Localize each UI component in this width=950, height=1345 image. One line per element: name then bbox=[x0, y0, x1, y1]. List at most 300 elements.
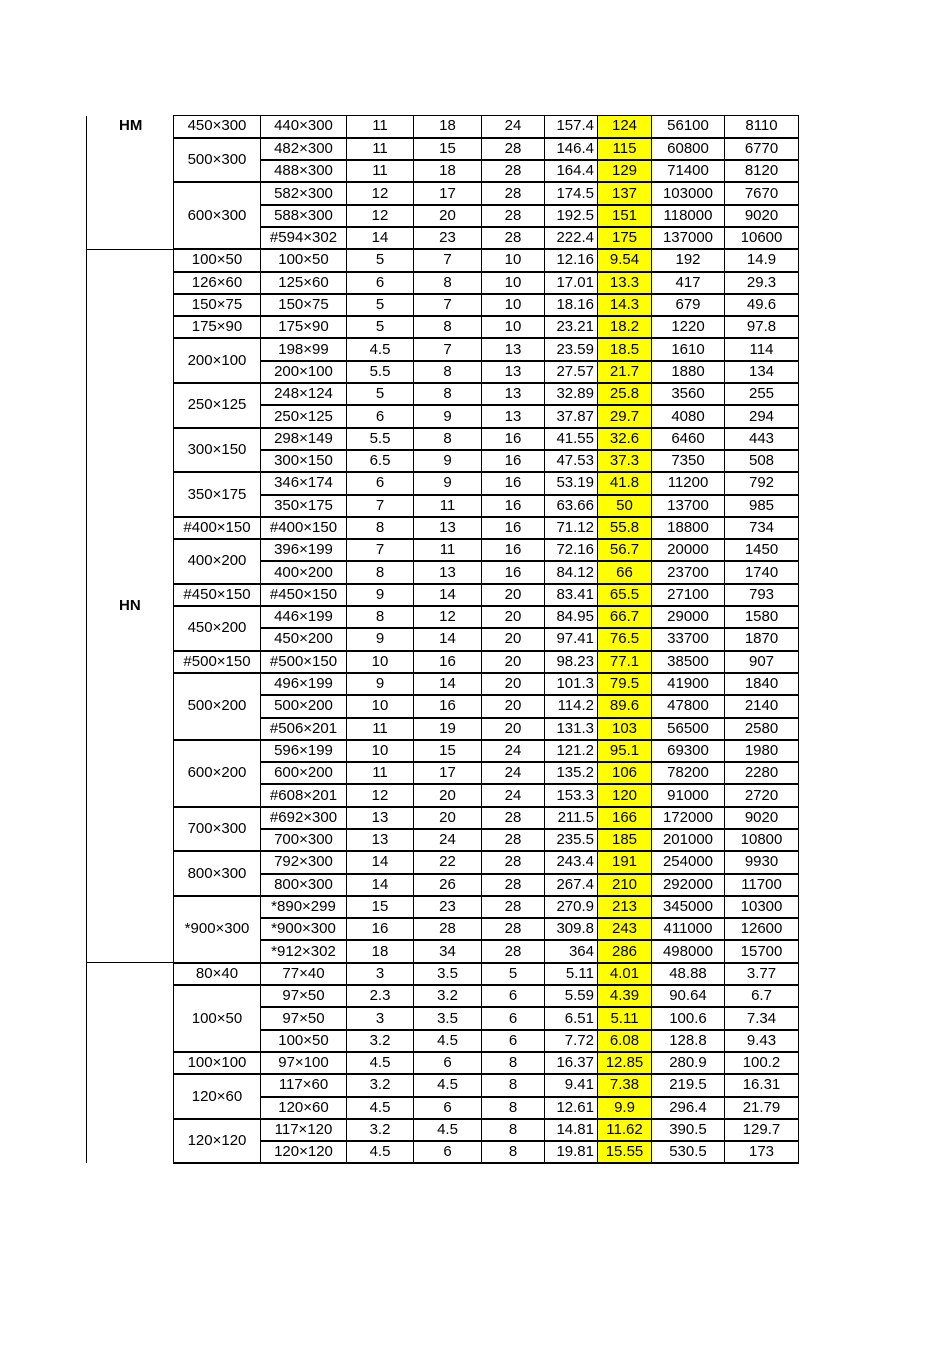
table-row bbox=[87, 517, 799, 539]
ix-cell: 69300 bbox=[652, 740, 725, 762]
flange-thickness-cell: 34 bbox=[414, 940, 482, 962]
ix-cell: 390.5 bbox=[652, 1119, 725, 1141]
radius-cell: 28 bbox=[482, 182, 545, 204]
area-cell: 235.5 bbox=[545, 829, 598, 851]
flange-thickness-cell: 6 bbox=[414, 1052, 482, 1074]
unit-weight-cell: 124 bbox=[598, 116, 652, 138]
ix-cell: 60800 bbox=[652, 138, 725, 160]
unit-weight-cell: 66 bbox=[598, 561, 652, 583]
radius-cell: 13 bbox=[482, 405, 545, 427]
flange-thickness-cell: 15 bbox=[414, 138, 482, 160]
flange-thickness-cell: 8 bbox=[414, 428, 482, 450]
web-thickness-cell: 6 bbox=[347, 405, 414, 427]
web-thickness-cell: 6.5 bbox=[347, 450, 414, 472]
area-cell: 174.5 bbox=[545, 182, 598, 204]
unit-weight-cell: 79.5 bbox=[598, 673, 652, 695]
flange-thickness-cell: 9 bbox=[414, 472, 482, 494]
iy-cell: 10800 bbox=[725, 829, 799, 851]
section-size-cell: 175×90 bbox=[261, 316, 347, 338]
iy-cell: 793 bbox=[725, 584, 799, 606]
web-thickness-cell: 11 bbox=[347, 116, 414, 138]
iy-cell: 9020 bbox=[725, 807, 799, 829]
radius-cell: 16 bbox=[482, 450, 545, 472]
ix-cell: 128.8 bbox=[652, 1030, 725, 1052]
web-thickness-cell: 18 bbox=[347, 940, 414, 962]
flange-thickness-cell: 9 bbox=[414, 405, 482, 427]
iy-cell: 9930 bbox=[725, 851, 799, 873]
area-cell: 309.8 bbox=[545, 918, 598, 940]
area-cell: 37.87 bbox=[545, 405, 598, 427]
unit-weight-cell: 210 bbox=[598, 874, 652, 896]
ix-cell: 417 bbox=[652, 272, 725, 294]
flange-thickness-cell: 17 bbox=[414, 762, 482, 784]
flange-thickness-cell: 7 bbox=[414, 338, 482, 360]
radius-cell: 20 bbox=[482, 673, 545, 695]
section-size-cell: #692×300 bbox=[261, 807, 347, 829]
flange-thickness-cell: 8 bbox=[414, 272, 482, 294]
radius-cell: 28 bbox=[482, 874, 545, 896]
radius-cell: 6 bbox=[482, 1007, 545, 1029]
iy-cell: 3.77 bbox=[725, 963, 799, 985]
web-thickness-cell: 11 bbox=[347, 762, 414, 784]
area-cell: 18.16 bbox=[545, 294, 598, 316]
table-row bbox=[87, 985, 799, 1007]
table-row bbox=[87, 651, 799, 673]
flange-thickness-cell: 19 bbox=[414, 718, 482, 740]
iy-cell: 1740 bbox=[725, 561, 799, 583]
flange-thickness-cell: 15 bbox=[414, 740, 482, 762]
web-thickness-cell: 2.3 bbox=[347, 985, 414, 1007]
nominal-size-cell: 700×300 bbox=[174, 807, 261, 852]
web-thickness-cell: 14 bbox=[347, 227, 414, 249]
table-row bbox=[87, 383, 799, 405]
iy-cell: 12600 bbox=[725, 918, 799, 940]
iy-cell: 7.34 bbox=[725, 1007, 799, 1029]
web-thickness-cell: 9 bbox=[347, 584, 414, 606]
area-cell: 23.59 bbox=[545, 338, 598, 360]
flange-thickness-cell: 8 bbox=[414, 361, 482, 383]
unit-weight-cell: 7.38 bbox=[598, 1074, 652, 1096]
radius-cell: 16 bbox=[482, 428, 545, 450]
unit-weight-cell: 151 bbox=[598, 205, 652, 227]
table-row bbox=[87, 249, 799, 271]
ix-cell: 254000 bbox=[652, 851, 725, 873]
section-size-cell: *900×300 bbox=[261, 918, 347, 940]
radius-cell: 16 bbox=[482, 561, 545, 583]
nominal-size-cell: 450×200 bbox=[174, 606, 261, 651]
nominal-size-cell: *900×300 bbox=[174, 896, 261, 963]
radius-cell: 28 bbox=[482, 205, 545, 227]
flange-thickness-cell: 3.2 bbox=[414, 985, 482, 1007]
section-size-cell: 350×175 bbox=[261, 495, 347, 517]
iy-cell: 134 bbox=[725, 361, 799, 383]
ix-cell: 118000 bbox=[652, 205, 725, 227]
ix-cell: 100.6 bbox=[652, 1007, 725, 1029]
unit-weight-cell: 103 bbox=[598, 718, 652, 740]
unit-weight-cell: 37.3 bbox=[598, 450, 652, 472]
iy-cell: 1580 bbox=[725, 606, 799, 628]
group-label bbox=[87, 963, 174, 1164]
table-row bbox=[87, 294, 799, 316]
iy-cell: 8120 bbox=[725, 160, 799, 182]
iy-cell: 734 bbox=[725, 517, 799, 539]
web-thickness-cell: 4.5 bbox=[347, 1097, 414, 1119]
flange-thickness-cell: 13 bbox=[414, 517, 482, 539]
ix-cell: 530.5 bbox=[652, 1141, 725, 1163]
web-thickness-cell: 9 bbox=[347, 673, 414, 695]
unit-weight-cell: 76.5 bbox=[598, 628, 652, 650]
radius-cell: 16 bbox=[482, 517, 545, 539]
flange-thickness-cell: 7 bbox=[414, 294, 482, 316]
web-thickness-cell: 7 bbox=[347, 495, 414, 517]
section-size-cell: 150×75 bbox=[261, 294, 347, 316]
radius-cell: 20 bbox=[482, 584, 545, 606]
radius-cell: 8 bbox=[482, 1141, 545, 1163]
table-row bbox=[87, 896, 799, 918]
area-cell: 97.41 bbox=[545, 628, 598, 650]
flange-thickness-cell: 14 bbox=[414, 584, 482, 606]
ix-cell: 296.4 bbox=[652, 1097, 725, 1119]
area-cell: 41.55 bbox=[545, 428, 598, 450]
section-size-cell: 500×200 bbox=[261, 695, 347, 717]
flange-thickness-cell: 20 bbox=[414, 205, 482, 227]
unit-weight-cell: 21.7 bbox=[598, 361, 652, 383]
table-row bbox=[87, 1052, 799, 1074]
flange-thickness-cell: 6 bbox=[414, 1141, 482, 1163]
ix-cell: 4080 bbox=[652, 405, 725, 427]
iy-cell: 1980 bbox=[725, 740, 799, 762]
radius-cell: 6 bbox=[482, 1030, 545, 1052]
table-row bbox=[87, 272, 799, 294]
section-size-cell: 488×300 bbox=[261, 160, 347, 182]
section-size-cell: 800×300 bbox=[261, 874, 347, 896]
web-thickness-cell: 7 bbox=[347, 539, 414, 561]
ix-cell: 18800 bbox=[652, 517, 725, 539]
flange-thickness-cell: 11 bbox=[414, 495, 482, 517]
ix-cell: 20000 bbox=[652, 539, 725, 561]
section-size-cell: 248×124 bbox=[261, 383, 347, 405]
radius-cell: 28 bbox=[482, 918, 545, 940]
radius-cell: 16 bbox=[482, 495, 545, 517]
area-cell: 72.16 bbox=[545, 539, 598, 561]
nominal-size-cell: 80×40 bbox=[174, 963, 261, 985]
unit-weight-cell: 175 bbox=[598, 227, 652, 249]
area-cell: 135.2 bbox=[545, 762, 598, 784]
section-size-cell: 600×200 bbox=[261, 762, 347, 784]
ix-cell: 7350 bbox=[652, 450, 725, 472]
ix-cell: 219.5 bbox=[652, 1074, 725, 1096]
iy-cell: 6.7 bbox=[725, 985, 799, 1007]
radius-cell: 20 bbox=[482, 628, 545, 650]
area-cell: 364 bbox=[545, 940, 598, 962]
flange-thickness-cell: 23 bbox=[414, 227, 482, 249]
section-size-cell: *890×299 bbox=[261, 896, 347, 918]
area-cell: 7.72 bbox=[545, 1030, 598, 1052]
unit-weight-cell: 213 bbox=[598, 896, 652, 918]
unit-weight-cell: 89.6 bbox=[598, 695, 652, 717]
unit-weight-cell: 106 bbox=[598, 762, 652, 784]
ix-cell: 192 bbox=[652, 249, 725, 271]
area-cell: 32.89 bbox=[545, 383, 598, 405]
section-size-cell: #400×150 bbox=[261, 517, 347, 539]
table-row bbox=[87, 116, 799, 138]
ix-cell: 13700 bbox=[652, 495, 725, 517]
ix-cell: 38500 bbox=[652, 651, 725, 673]
table-row bbox=[87, 807, 799, 829]
unit-weight-cell: 95.1 bbox=[598, 740, 652, 762]
flange-thickness-cell: 16 bbox=[414, 695, 482, 717]
web-thickness-cell: 3.2 bbox=[347, 1074, 414, 1096]
flange-thickness-cell: 23 bbox=[414, 896, 482, 918]
flange-thickness-cell: 7 bbox=[414, 249, 482, 271]
section-size-cell: 77×40 bbox=[261, 963, 347, 985]
web-thickness-cell: 5.5 bbox=[347, 428, 414, 450]
ix-cell: 3560 bbox=[652, 383, 725, 405]
nominal-size-cell: 200×100 bbox=[174, 338, 261, 383]
ix-cell: 280.9 bbox=[652, 1052, 725, 1074]
unit-weight-cell: 243 bbox=[598, 918, 652, 940]
nominal-size-cell: 150×75 bbox=[174, 294, 261, 316]
flange-thickness-cell: 12 bbox=[414, 606, 482, 628]
iy-cell: 255 bbox=[725, 383, 799, 405]
nominal-size-cell: #400×150 bbox=[174, 517, 261, 539]
radius-cell: 24 bbox=[482, 762, 545, 784]
unit-weight-cell: 9.9 bbox=[598, 1097, 652, 1119]
area-cell: 71.12 bbox=[545, 517, 598, 539]
iy-cell: 792 bbox=[725, 472, 799, 494]
unit-weight-cell: 12.85 bbox=[598, 1052, 652, 1074]
section-size-cell: 117×120 bbox=[261, 1119, 347, 1141]
iy-cell: 11700 bbox=[725, 874, 799, 896]
radius-cell: 24 bbox=[482, 116, 545, 138]
ix-cell: 90.64 bbox=[652, 985, 725, 1007]
web-thickness-cell: 4.5 bbox=[347, 338, 414, 360]
web-thickness-cell: 13 bbox=[347, 807, 414, 829]
radius-cell: 28 bbox=[482, 138, 545, 160]
area-cell: 9.41 bbox=[545, 1074, 598, 1096]
web-thickness-cell: 6 bbox=[347, 472, 414, 494]
unit-weight-cell: 9.54 bbox=[598, 249, 652, 271]
section-size-cell: 596×199 bbox=[261, 740, 347, 762]
unit-weight-cell: 77.1 bbox=[598, 651, 652, 673]
radius-cell: 8 bbox=[482, 1097, 545, 1119]
nominal-size-cell: 500×300 bbox=[174, 138, 261, 183]
web-thickness-cell: 11 bbox=[347, 160, 414, 182]
area-cell: 114.2 bbox=[545, 695, 598, 717]
unit-weight-cell: 41.8 bbox=[598, 472, 652, 494]
flange-thickness-cell: 18 bbox=[414, 160, 482, 182]
nominal-size-cell: #500×150 bbox=[174, 651, 261, 673]
web-thickness-cell: 11 bbox=[347, 138, 414, 160]
iy-cell: 9.43 bbox=[725, 1030, 799, 1052]
iy-cell: 8110 bbox=[725, 116, 799, 138]
iy-cell: 29.3 bbox=[725, 272, 799, 294]
web-thickness-cell: 12 bbox=[347, 182, 414, 204]
area-cell: 222.4 bbox=[545, 227, 598, 249]
table-row bbox=[87, 740, 799, 762]
section-size-cell: 396×199 bbox=[261, 539, 347, 561]
nominal-size-cell: 120×60 bbox=[174, 1074, 261, 1119]
ix-cell: 33700 bbox=[652, 628, 725, 650]
ix-cell: 172000 bbox=[652, 807, 725, 829]
area-cell: 121.2 bbox=[545, 740, 598, 762]
section-size-cell: 100×50 bbox=[261, 1030, 347, 1052]
ix-cell: 29000 bbox=[652, 606, 725, 628]
web-thickness-cell: 8 bbox=[347, 517, 414, 539]
flange-thickness-cell: 20 bbox=[414, 784, 482, 806]
ix-cell: 201000 bbox=[652, 829, 725, 851]
unit-weight-cell: 15.55 bbox=[598, 1141, 652, 1163]
area-cell: 192.5 bbox=[545, 205, 598, 227]
iy-cell: 97.8 bbox=[725, 316, 799, 338]
ix-cell: 1220 bbox=[652, 316, 725, 338]
section-size-cell: 440×300 bbox=[261, 116, 347, 138]
nominal-size-cell: 100×50 bbox=[174, 985, 261, 1052]
table-row bbox=[87, 584, 799, 606]
flange-thickness-cell: 3.5 bbox=[414, 1007, 482, 1029]
flange-thickness-cell: 20 bbox=[414, 807, 482, 829]
unit-weight-cell: 29.7 bbox=[598, 405, 652, 427]
section-size-cell: 100×50 bbox=[261, 249, 347, 271]
table-row bbox=[87, 673, 799, 695]
web-thickness-cell: 10 bbox=[347, 651, 414, 673]
nominal-size-cell: 800×300 bbox=[174, 851, 261, 896]
web-thickness-cell: 14 bbox=[347, 851, 414, 873]
iy-cell: 985 bbox=[725, 495, 799, 517]
web-thickness-cell: 9 bbox=[347, 628, 414, 650]
section-size-cell: #506×201 bbox=[261, 718, 347, 740]
area-cell: 12.61 bbox=[545, 1097, 598, 1119]
unit-weight-cell: 6.08 bbox=[598, 1030, 652, 1052]
radius-cell: 28 bbox=[482, 940, 545, 962]
section-size-cell: 125×60 bbox=[261, 272, 347, 294]
area-cell: 101.3 bbox=[545, 673, 598, 695]
iy-cell: 907 bbox=[725, 651, 799, 673]
section-size-cell: 250×125 bbox=[261, 405, 347, 427]
web-thickness-cell: 12 bbox=[347, 784, 414, 806]
section-size-cell: 496×199 bbox=[261, 673, 347, 695]
ix-cell: 6460 bbox=[652, 428, 725, 450]
radius-cell: 28 bbox=[482, 807, 545, 829]
table-body bbox=[87, 116, 799, 1164]
web-thickness-cell: 8 bbox=[347, 561, 414, 583]
web-thickness-cell: 10 bbox=[347, 740, 414, 762]
radius-cell: 24 bbox=[482, 784, 545, 806]
ix-cell: 56500 bbox=[652, 718, 725, 740]
iy-cell: 49.6 bbox=[725, 294, 799, 316]
radius-cell: 16 bbox=[482, 539, 545, 561]
section-size-cell: 446×199 bbox=[261, 606, 347, 628]
nominal-size-cell: #450×150 bbox=[174, 584, 261, 606]
area-cell: 23.21 bbox=[545, 316, 598, 338]
nominal-size-cell: 250×125 bbox=[174, 383, 261, 428]
flange-thickness-cell: 22 bbox=[414, 851, 482, 873]
section-size-cell: 117×60 bbox=[261, 1074, 347, 1096]
iy-cell: 10600 bbox=[725, 227, 799, 249]
unit-weight-cell: 4.39 bbox=[598, 985, 652, 1007]
nominal-size-cell: 100×50 bbox=[174, 249, 261, 271]
area-cell: 53.19 bbox=[545, 472, 598, 494]
ix-cell: 1880 bbox=[652, 361, 725, 383]
unit-weight-cell: 18.2 bbox=[598, 316, 652, 338]
iy-cell: 443 bbox=[725, 428, 799, 450]
iy-cell: 2280 bbox=[725, 762, 799, 784]
iy-cell: 129.7 bbox=[725, 1119, 799, 1141]
area-cell: 14.81 bbox=[545, 1119, 598, 1141]
nominal-size-cell: 500×200 bbox=[174, 673, 261, 740]
web-thickness-cell: 10 bbox=[347, 695, 414, 717]
area-cell: 47.53 bbox=[545, 450, 598, 472]
area-cell: 157.4 bbox=[545, 116, 598, 138]
iy-cell: 173 bbox=[725, 1141, 799, 1163]
area-cell: 243.4 bbox=[545, 851, 598, 873]
section-size-cell: 198×99 bbox=[261, 338, 347, 360]
unit-weight-cell: 11.62 bbox=[598, 1119, 652, 1141]
ix-cell: 47800 bbox=[652, 695, 725, 717]
radius-cell: 20 bbox=[482, 651, 545, 673]
table-row bbox=[87, 851, 799, 873]
section-size-cell: 300×150 bbox=[261, 450, 347, 472]
unit-weight-cell: 115 bbox=[598, 138, 652, 160]
area-cell: 98.23 bbox=[545, 651, 598, 673]
section-size-cell: #594×302 bbox=[261, 227, 347, 249]
web-thickness-cell: 14 bbox=[347, 874, 414, 896]
ix-cell: 48.88 bbox=[652, 963, 725, 985]
flange-thickness-cell: 6 bbox=[414, 1097, 482, 1119]
flange-thickness-cell: 14 bbox=[414, 628, 482, 650]
unit-weight-cell: 120 bbox=[598, 784, 652, 806]
flange-thickness-cell: 3.5 bbox=[414, 963, 482, 985]
nominal-size-cell: 450×300 bbox=[174, 116, 261, 138]
web-thickness-cell: 8 bbox=[347, 606, 414, 628]
unit-weight-cell: 32.6 bbox=[598, 428, 652, 450]
flange-thickness-cell: 8 bbox=[414, 383, 482, 405]
flange-thickness-cell: 17 bbox=[414, 182, 482, 204]
ix-cell: 679 bbox=[652, 294, 725, 316]
iy-cell: 14.9 bbox=[725, 249, 799, 271]
table-row bbox=[87, 1119, 799, 1141]
flange-thickness-cell: 14 bbox=[414, 673, 482, 695]
flange-thickness-cell: 24 bbox=[414, 829, 482, 851]
iy-cell: 508 bbox=[725, 450, 799, 472]
flange-thickness-cell: 8 bbox=[414, 316, 482, 338]
area-cell: 83.41 bbox=[545, 584, 598, 606]
section-size-cell: 200×100 bbox=[261, 361, 347, 383]
iy-cell: 294 bbox=[725, 405, 799, 427]
table-row bbox=[87, 539, 799, 561]
web-thickness-cell: 3.2 bbox=[347, 1030, 414, 1052]
nominal-size-cell: 600×200 bbox=[174, 740, 261, 807]
table-row bbox=[87, 182, 799, 204]
iy-cell: 21.79 bbox=[725, 1097, 799, 1119]
iy-cell: 100.2 bbox=[725, 1052, 799, 1074]
nominal-size-cell: 350×175 bbox=[174, 472, 261, 517]
section-size-cell: 298×149 bbox=[261, 428, 347, 450]
web-thickness-cell: 5 bbox=[347, 383, 414, 405]
section-size-cell: 482×300 bbox=[261, 138, 347, 160]
section-size-cell: 97×100 bbox=[261, 1052, 347, 1074]
section-size-cell: *912×302 bbox=[261, 940, 347, 962]
unit-weight-cell: 14.3 bbox=[598, 294, 652, 316]
radius-cell: 16 bbox=[482, 472, 545, 494]
section-size-cell: 700×300 bbox=[261, 829, 347, 851]
ix-cell: 23700 bbox=[652, 561, 725, 583]
iy-cell: 16.31 bbox=[725, 1074, 799, 1096]
table-row bbox=[87, 963, 799, 985]
table-row bbox=[87, 316, 799, 338]
area-cell: 12.16 bbox=[545, 249, 598, 271]
iy-cell: 15700 bbox=[725, 940, 799, 962]
